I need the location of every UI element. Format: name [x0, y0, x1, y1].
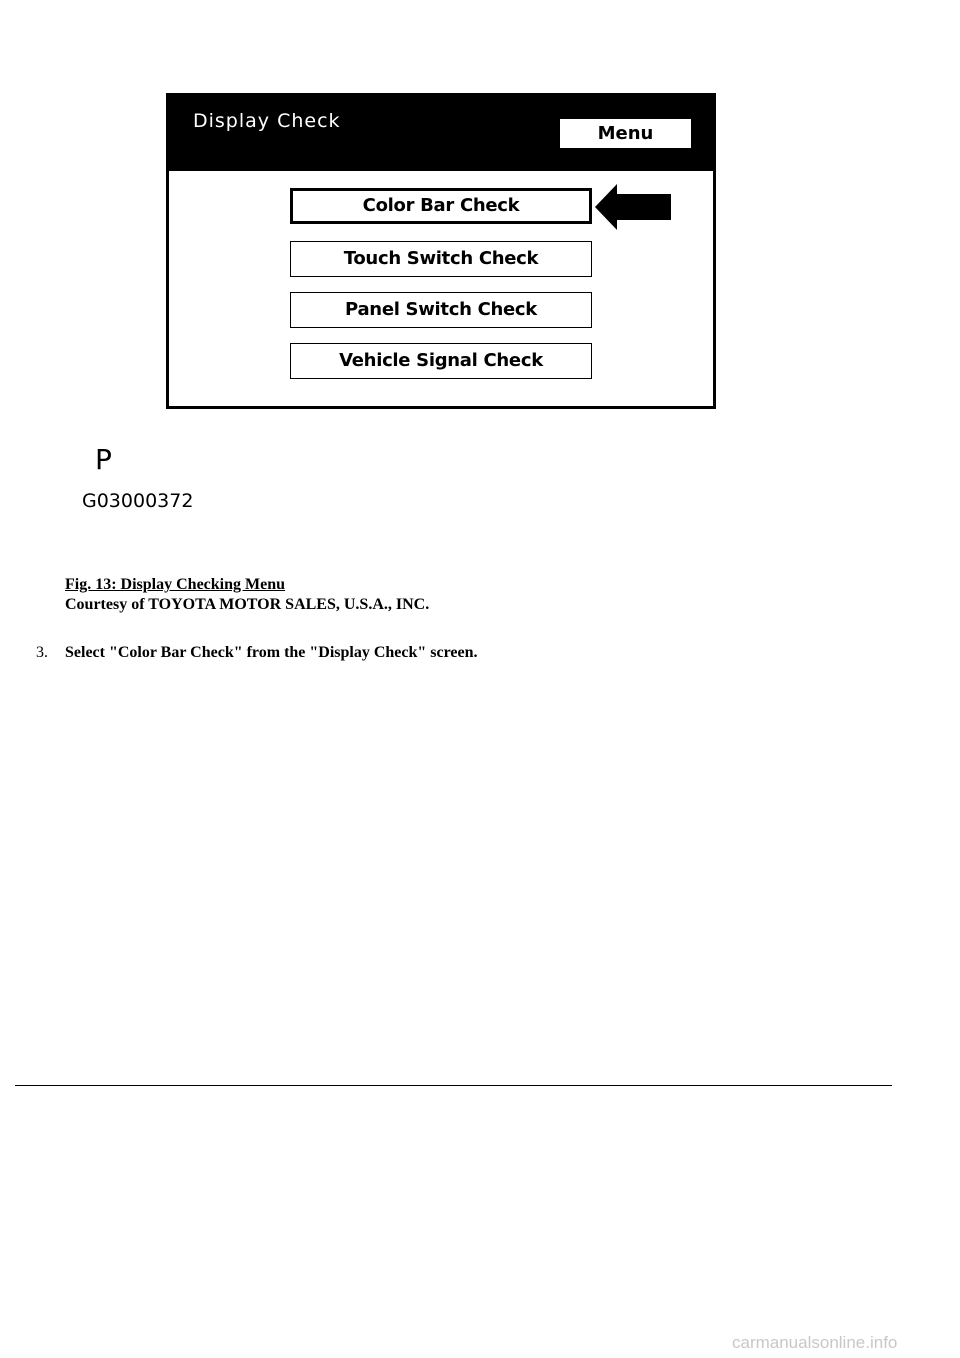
figure-courtesy: Courtesy of TOYOTA MOTOR SALES, U.S.A., INC. — [65, 596, 430, 613]
step-number: 3. — [36, 644, 48, 661]
color-bar-check-button[interactable]: Color Bar Check — [290, 188, 592, 224]
step-text: Select "Color Bar Check" from the "Display Check" screen. — [65, 644, 478, 661]
touch-switch-check-button[interactable]: Touch Switch Check — [290, 241, 592, 277]
watermark: carmanualsonline.info — [732, 1333, 898, 1352]
figure-label-p: P — [95, 443, 112, 476]
page-divider — [15, 1085, 892, 1086]
arrow-left-icon — [595, 184, 671, 230]
screen-title: Display Check — [193, 110, 341, 132]
menu-button[interactable]: Menu — [560, 119, 691, 148]
display-check-screen — [166, 93, 716, 409]
screen-header — [169, 96, 713, 171]
figure-code: G03000372 — [82, 490, 194, 512]
figure-caption: Fig. 13: Display Checking Menu — [65, 576, 286, 593]
vehicle-signal-check-button[interactable]: Vehicle Signal Check — [290, 343, 592, 379]
panel-switch-check-button[interactable]: Panel Switch Check — [290, 292, 592, 328]
